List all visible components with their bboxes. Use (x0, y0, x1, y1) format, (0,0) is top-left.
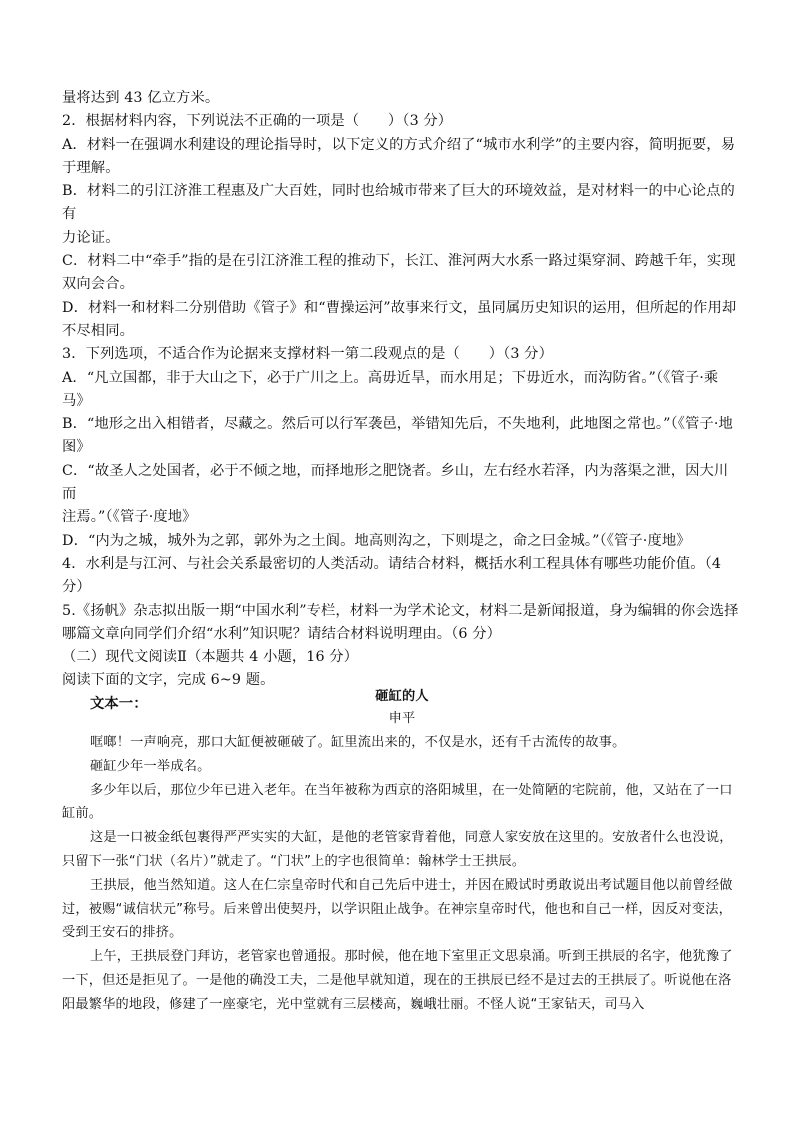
question-5-line-1: 5.《扬帆》杂志拟出版一期“中国水利”专栏，材料一为学术论文，材料二是新闻报道，身为编辑的你会选择 (62, 602, 739, 619)
question-4: 4．水利是与江河、与社会关系最密切的人类活动。请结合材料，概括水利工程具体有哪些功能价值。（4 分） (62, 555, 722, 596)
option-2d-line-1: D．材料一和材料二分别借助《管子》和“曹操运河”故事来行文，虽同属历史知识的运用，但所起的作用却 (62, 299, 737, 316)
question-5-line-2: 哪篇文章向同学们介绍“水利”知识呢？请结合材料说明理由。（6 分） (62, 625, 502, 642)
option-2b-line-1: B．材料二的引江济淮工程惠及广大百姓，同时也给城市带来了巨大的环境效益，是对材料一的中心论点的有 (62, 183, 735, 223)
exam-questions (62, 87, 742, 716)
text-line: 量将达到 43 亿立方米。 (62, 90, 220, 106)
option-3a-line-2: 马》 (62, 392, 91, 409)
option-2c-line-1: C．材料二中“牵手”指的是在引江济淮工程的推动下，长江、淮河两大水系一路过渠穿洞、跨越千年，实现 (62, 253, 736, 270)
option-3d: D．“内为之城，城外为之郭，郭外为之土阆。地高则沟之，下则堤之，命之曰金城。”（《管子·度地》 (62, 532, 691, 549)
story-author: 申平 (388, 711, 416, 726)
option-3c-line-1: C．“故圣人之处国者，必于不倾之地，而择地形之肥饶者。乡山，左右经水若泽，内为落渠之泄，因大川而 (62, 462, 729, 503)
question-2-stem: 2．根据材料内容，下列说法不正确的一项是（ ）（3 分） (62, 113, 453, 130)
text-one-label: 文本一： (90, 695, 148, 712)
story-paragraph: 哐啷！一声响亮，那口大缸便被砸破了。缸里流出来的，不仅是水，还有千古流传的故事。 (90, 735, 626, 750)
option-2c-line-2: 双向会合。 (62, 276, 134, 293)
reading-instruction: 阅读下面的文字，完成 6~9 题。 (62, 672, 275, 689)
option-3c-line-2: 注焉。”（《管子·度地》 (62, 509, 197, 526)
option-3b-line-1: B．“地形之出入相错者，尽藏之。然后可以行军袭邑，举错知先后，不失地利，此地图之常也。”（《管子·地 (62, 416, 733, 433)
section-heading: （二）现代文阅读Ⅱ（本题共 4 小题，16 分） (62, 649, 359, 666)
story-title: 砸缸的人 (375, 689, 429, 704)
story-paragraph: 这是一口被金纸包裹得严严实实的大缸，是他的老管家背着他，同意人家安放在这里的。安放者什么也没说，只留下一张“门状（名片）”就走了。“门状”上的字也很简单：翰林学士王拱辰。 (62, 830, 733, 869)
option-2d-line-2: 不尽相同。 (62, 322, 134, 339)
option-2b-line-2: 力论证。 (62, 229, 120, 246)
option-2a-line-2: 于理解。 (62, 159, 120, 176)
option-3a-line-1: A．“凡立国都，非于大山之下，必于广川之上。高毋近旱，而水用足；下毋近水，而沟防省。”（《管子·乘 (62, 369, 719, 386)
story-paragraph: 多少年以后，那位少年已进入老年。在当年被称为西京的洛阳城里，在一处简陋的宅院前，他，又站在了一口缸前。 (62, 782, 733, 822)
option-2a-line-1: A．材料一在强调水利建设的理论指导时，以下定义的方式介绍了“城市水利学”的主要内容，简明扼要，易 (62, 136, 736, 153)
story-paragraph: 上午，王拱辰登门拜访，老管家也曾通报。那时候，他在地下室里正文思泉涌。听到王拱辰的名字，他犹豫了一下，但还是拒见了。一是他的确没工夫，二是他早就知道，现在的王拱辰已经不是过去的王拱辰了。听说他在洛阳最繁华的地段，修建了一座豪宅，光中堂就有三层楼高，巍峨壮丽。不怪人说“王家钻天，司马入 (62, 949, 733, 1012)
option-3b-line-2: 图》 (62, 439, 91, 456)
story-paragraph: 砸缸少年一举成名。 (90, 758, 211, 774)
story-section (62, 685, 742, 1017)
story-paragraph: 王拱辰，他当然知道。这人在仁宗皇帝时代和自己先后中进士，并因在殿试时勇敢说出考试题目他以前曾经做过，被赐“诚信状元”称号。后来曾出使契丹，以学识阻止战争。在神宗皇帝时代，他也和自己一样，因反对变法，受到王安石的排挤。 (62, 877, 733, 941)
question-3-stem: 3．下列选项，不适合作为论据来支撑材料一第二段观点的是（ ）（3 分） (62, 346, 553, 363)
